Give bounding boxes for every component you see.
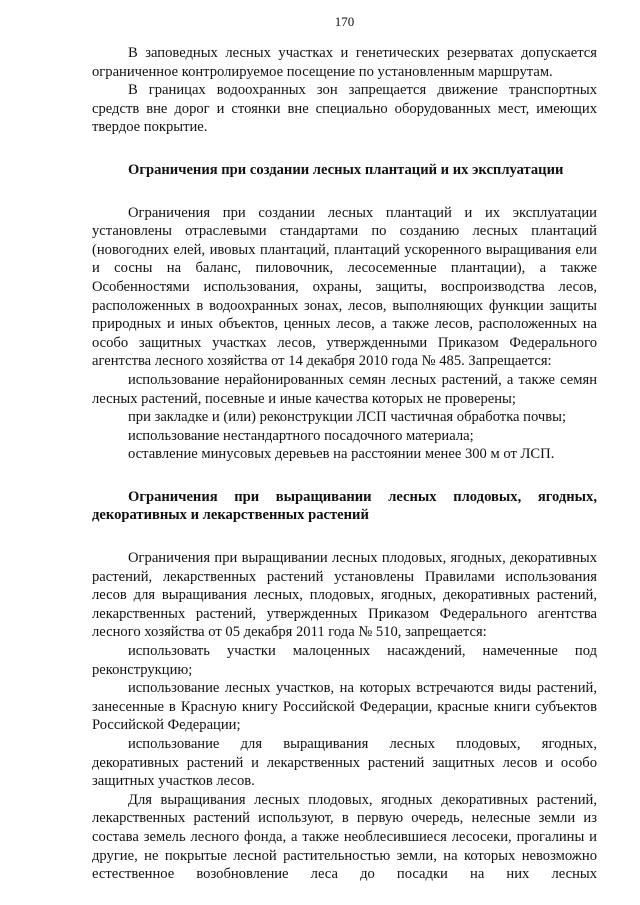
paragraph: Ограничения при выращивании лесных плодовых, ягодных, декоративных растений, лекарственных растений установлены Правилами использования лесов для выращивания лесных, плодовых, ягодных, декоративных растений, лекарственных растений, утвержденных Приказом Федерального агентства лесного хозяйства от 05 декабря 2011 года № 510, запрещается: bbox=[92, 550, 597, 641]
list-item: использовать участки малоценных насаждений, намеченные под реконструкцию; bbox=[92, 643, 597, 678]
list-item: использование лесных участков, на которых встречаются виды растений, занесенные в Красную книгу Российской Федерации, красные книги субъектов Российской Федерации; bbox=[92, 680, 597, 734]
list-item: оставление минусовых деревьев на расстоянии менее 300 м от ЛСП. bbox=[128, 446, 555, 463]
page-content bbox=[92, 44, 597, 884]
section-heading: Ограничения при выращивании лесных плодовых, ягодных, декоративных и лекарственных растений bbox=[92, 488, 597, 524]
paragraph: Ограничения при создании лесных плантаций и их эксплуатации установлены отраслевыми стандартами по созданию лесных плантаций (новогодних елей, ивовых плантаций, плантаций ускоренного выращивания ели и сосны на баланс, пиловочник, лесосеменные плантации), а также Особенностями использования, охраны, защиты, воспроизводства лесов, расположенных в водоохранных зонах, лесов, выполняющих функции защиты природных и иных объектов, ценных лесов, а также лесов, расположенных на особо защитных участках лесов, утвержденными Приказом Федерального агентства лесного хозяйства от 14 декабря 2010 года № 485. Запрещается: bbox=[92, 204, 597, 370]
list-item: использование для выращивания лесных плодовых, ягодных, декоративных растений и лекарственных растений защитных лесов и особо защитных участков лесов. bbox=[92, 736, 597, 790]
paragraph: В границах водоохранных зон запрещается движение транспортных средств вне дорог и стоянки вне специально оборудованных мест, имеющих твердое покрытие. bbox=[92, 82, 597, 136]
paragraph: Для выращивания лесных плодовых, ягодных декоративных растений, лекарственных растений используют, в первую очередь, нелесные земли из состава земель лесного фонда, а также необлесившиеся лесосеки, прогалины и другие, не покрытые лесной растительностью земли, на которых невозможно естественное возобновление леса до посадки на них лесных bbox=[92, 791, 597, 883]
paragraph: В заповедных лесных участках и генетических резерватах допускается ограниченное контролируемое посещение по установленным маршрутам. bbox=[92, 45, 597, 80]
page-number: 170 bbox=[334, 14, 355, 29]
list-item: при закладке и (или) реконструкции ЛСП частичная обработка почвы; bbox=[128, 409, 567, 426]
list-item: использование нестандартного посадочного материала; bbox=[128, 427, 474, 444]
section-heading: Ограничения при создании лесных плантаций и их эксплуатации bbox=[128, 161, 564, 178]
list-item: использование нерайонированных семян лесных растений, а также семян лесных растений, посевные и иные качества которых не проверены; bbox=[92, 371, 597, 407]
